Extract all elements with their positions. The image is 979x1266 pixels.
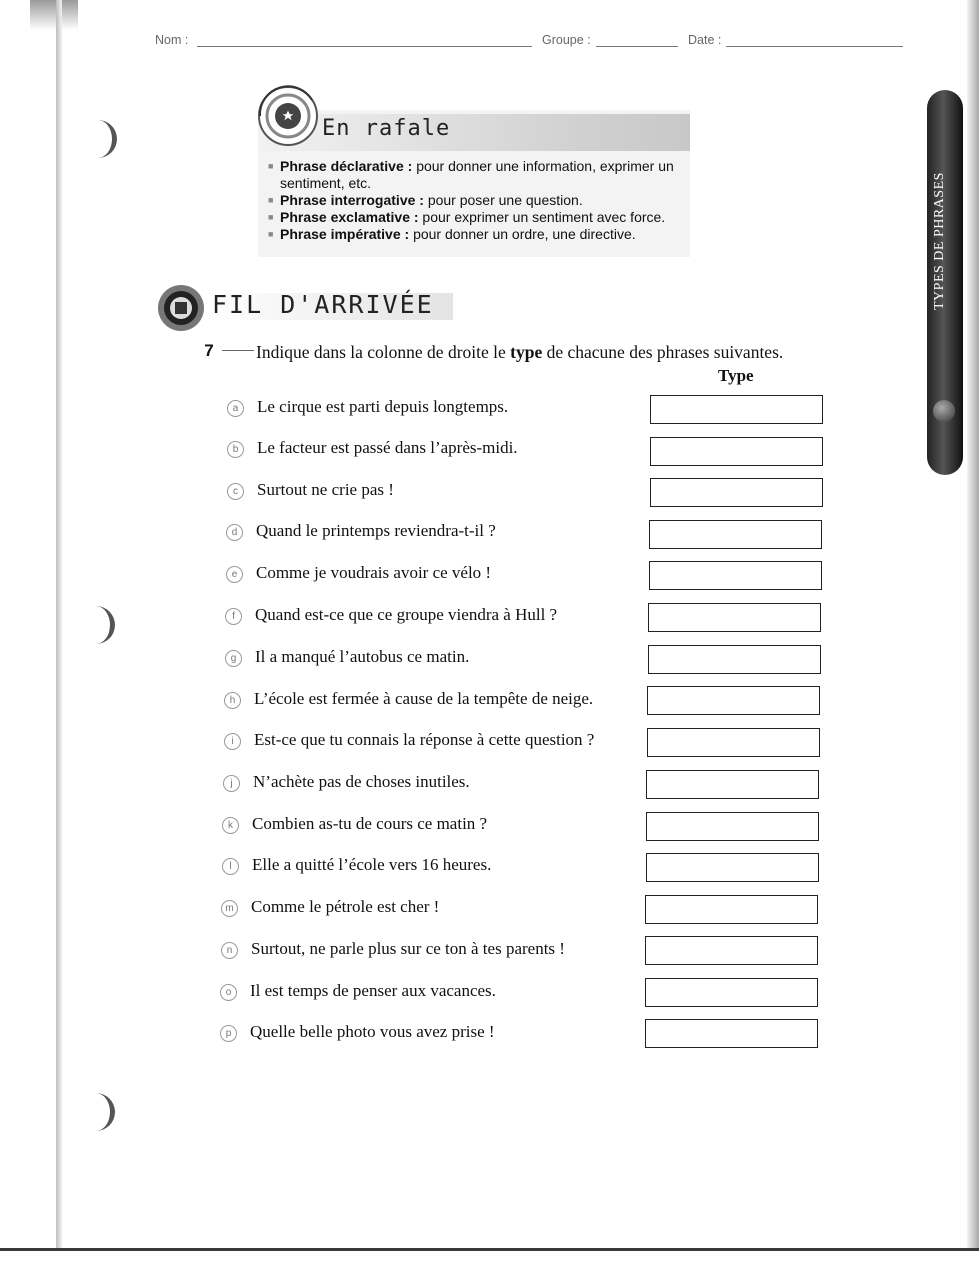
groupe-field[interactable]: [596, 46, 678, 47]
instruction-text: Indique dans la colonne de droite le: [256, 342, 511, 362]
date-field[interactable]: [726, 46, 903, 47]
rafale-item: [266, 226, 686, 243]
sentence-row: [223, 770, 823, 800]
item-letter: n: [221, 942, 238, 959]
item-letter: o: [220, 984, 237, 1001]
sentence-text: Surtout ne crie pas !: [257, 480, 394, 499]
item-letter: b: [227, 441, 244, 458]
en-rafale-box: [258, 110, 690, 257]
rafale-term: Phrase déclarative :: [280, 158, 413, 174]
sentence-row: [225, 645, 825, 675]
binder-hole: [96, 606, 115, 644]
rafale-item: [266, 209, 686, 226]
sentence-text: Comme le pétrole est cher !: [251, 897, 440, 916]
item-letter: l: [222, 858, 239, 875]
rafale-item: [266, 158, 686, 192]
item-letter: j: [223, 775, 240, 792]
page-left-edge: [56, 0, 62, 1250]
type-answer-box[interactable]: [650, 478, 823, 507]
question-dash: [222, 350, 254, 351]
sentence-text: Quelle belle photo vous avez prise !: [250, 1022, 495, 1041]
type-answer-box[interactable]: [646, 853, 819, 882]
type-answer-box[interactable]: [645, 895, 818, 924]
question-instruction: [256, 342, 783, 363]
sentence-row: [221, 895, 821, 925]
type-answer-box[interactable]: [647, 728, 820, 757]
rafale-desc: pour donner une information, exprimer un sentiment, etc.: [280, 158, 674, 191]
rafale-desc: pour exprimer un sentiment avec force.: [422, 209, 666, 225]
sentence-text: Est-ce que tu connais la réponse à cette question ?: [254, 730, 595, 749]
sentence-text: Surtout, ne parle plus sur ce ton à tes parents !: [251, 939, 565, 958]
item-letter: p: [220, 1025, 237, 1042]
bullet-icon: ■: [268, 212, 274, 222]
rafale-term: Phrase exclamative :: [280, 209, 419, 225]
rafale-desc: pour donner un ordre, une directive.: [413, 226, 636, 242]
sentence-row: [221, 937, 821, 967]
sentence-text: Le cirque est parti depuis longtemps.: [257, 397, 509, 416]
sentence-row: [225, 603, 825, 633]
bullet-icon: ■: [268, 195, 274, 205]
spiral-logo-icon: [252, 80, 324, 152]
sentence-row: [222, 853, 822, 883]
item-letter: a: [227, 400, 244, 417]
rafale-title: En rafale: [322, 116, 451, 141]
item-letter: f: [225, 608, 242, 625]
rafale-desc: pour poser une question.: [427, 192, 583, 208]
sentence-text: Quand est-ce que ce groupe viendra à Hull ?: [255, 605, 558, 624]
type-answer-box[interactable]: [650, 437, 823, 466]
sentence-row: [227, 436, 827, 466]
item-letter: c: [227, 483, 244, 500]
sentence-row: [227, 478, 827, 508]
bullet-icon: ■: [268, 161, 274, 171]
type-answer-box[interactable]: [648, 645, 821, 674]
type-answer-box[interactable]: [648, 603, 821, 632]
item-letter: g: [225, 650, 242, 667]
type-answer-box[interactable]: [649, 520, 822, 549]
item-letter: i: [224, 733, 241, 750]
groupe-label: Groupe :: [542, 33, 591, 47]
sentence-text: L’école est fermée à cause de la tempête de neige.: [254, 689, 594, 708]
sentence-row: [220, 1020, 820, 1050]
type-answer-box[interactable]: [645, 936, 818, 965]
type-answer-box[interactable]: [645, 978, 818, 1007]
sentence-row: [220, 979, 820, 1009]
type-column-header: Type: [718, 366, 754, 385]
sentence-text: Combien as-tu de cours ce matin ?: [252, 814, 488, 833]
section-title: FIL D'ARRIVÉE: [212, 290, 434, 319]
sentence-text: Elle a quitté l’école vers 16 heures.: [252, 855, 492, 874]
nom-field[interactable]: [197, 46, 532, 47]
page-bottom-edge: [0, 1248, 979, 1251]
bullet-icon: ■: [268, 229, 274, 239]
scan-shadow: [30, 0, 78, 30]
rafale-list: [266, 158, 686, 243]
sentence-row: [226, 519, 826, 549]
sentence-row: [227, 395, 827, 425]
binder-hole: [96, 1093, 115, 1131]
item-letter: k: [222, 817, 239, 834]
sentence-row: [226, 561, 826, 591]
rafale-term: Phrase interrogative :: [280, 192, 424, 208]
sidebar-tab-label: [932, 286, 956, 310]
type-answer-box[interactable]: [646, 770, 819, 799]
sentence-text: Il est temps de penser aux vacances.: [250, 981, 496, 1000]
sentence-text: Le facteur est passé dans l’après-midi.: [257, 438, 518, 457]
tab-knob-icon: [933, 400, 955, 422]
sentence-text: N’achète pas de choses inutiles.: [253, 772, 470, 791]
stop-badge-icon: [156, 283, 206, 333]
student-header: [155, 33, 905, 51]
sentence-row: [224, 728, 824, 758]
type-answer-box[interactable]: [647, 686, 820, 715]
item-letter: m: [221, 900, 238, 917]
date-label: Date :: [688, 33, 722, 47]
type-answer-box[interactable]: [645, 1019, 818, 1048]
question-number: 7: [204, 341, 214, 360]
sentence-text: Quand le printemps reviendra-t-il ?: [256, 521, 496, 540]
page-right-edge: [967, 0, 979, 1250]
type-answer-box[interactable]: [646, 812, 819, 841]
nom-label: Nom :: [155, 33, 189, 47]
sentence-row: [224, 687, 824, 717]
sentence-text: Comme je voudrais avoir ce vélo !: [256, 563, 492, 582]
binder-hole: [98, 120, 117, 158]
item-letter: d: [226, 524, 243, 541]
rafale-item: [266, 192, 686, 209]
type-answer-box[interactable]: [649, 561, 822, 590]
instruction-text: de chacune des phrases suivantes.: [542, 342, 784, 362]
item-letter: e: [226, 566, 243, 583]
sentence-row: [222, 812, 822, 842]
rafale-term: Phrase impérative :: [280, 226, 410, 242]
type-answer-box[interactable]: [650, 395, 823, 424]
instruction-bold: type: [510, 342, 543, 362]
item-letter: h: [224, 692, 241, 709]
sentence-text: Il a manqué l’autobus ce matin.: [255, 647, 470, 666]
